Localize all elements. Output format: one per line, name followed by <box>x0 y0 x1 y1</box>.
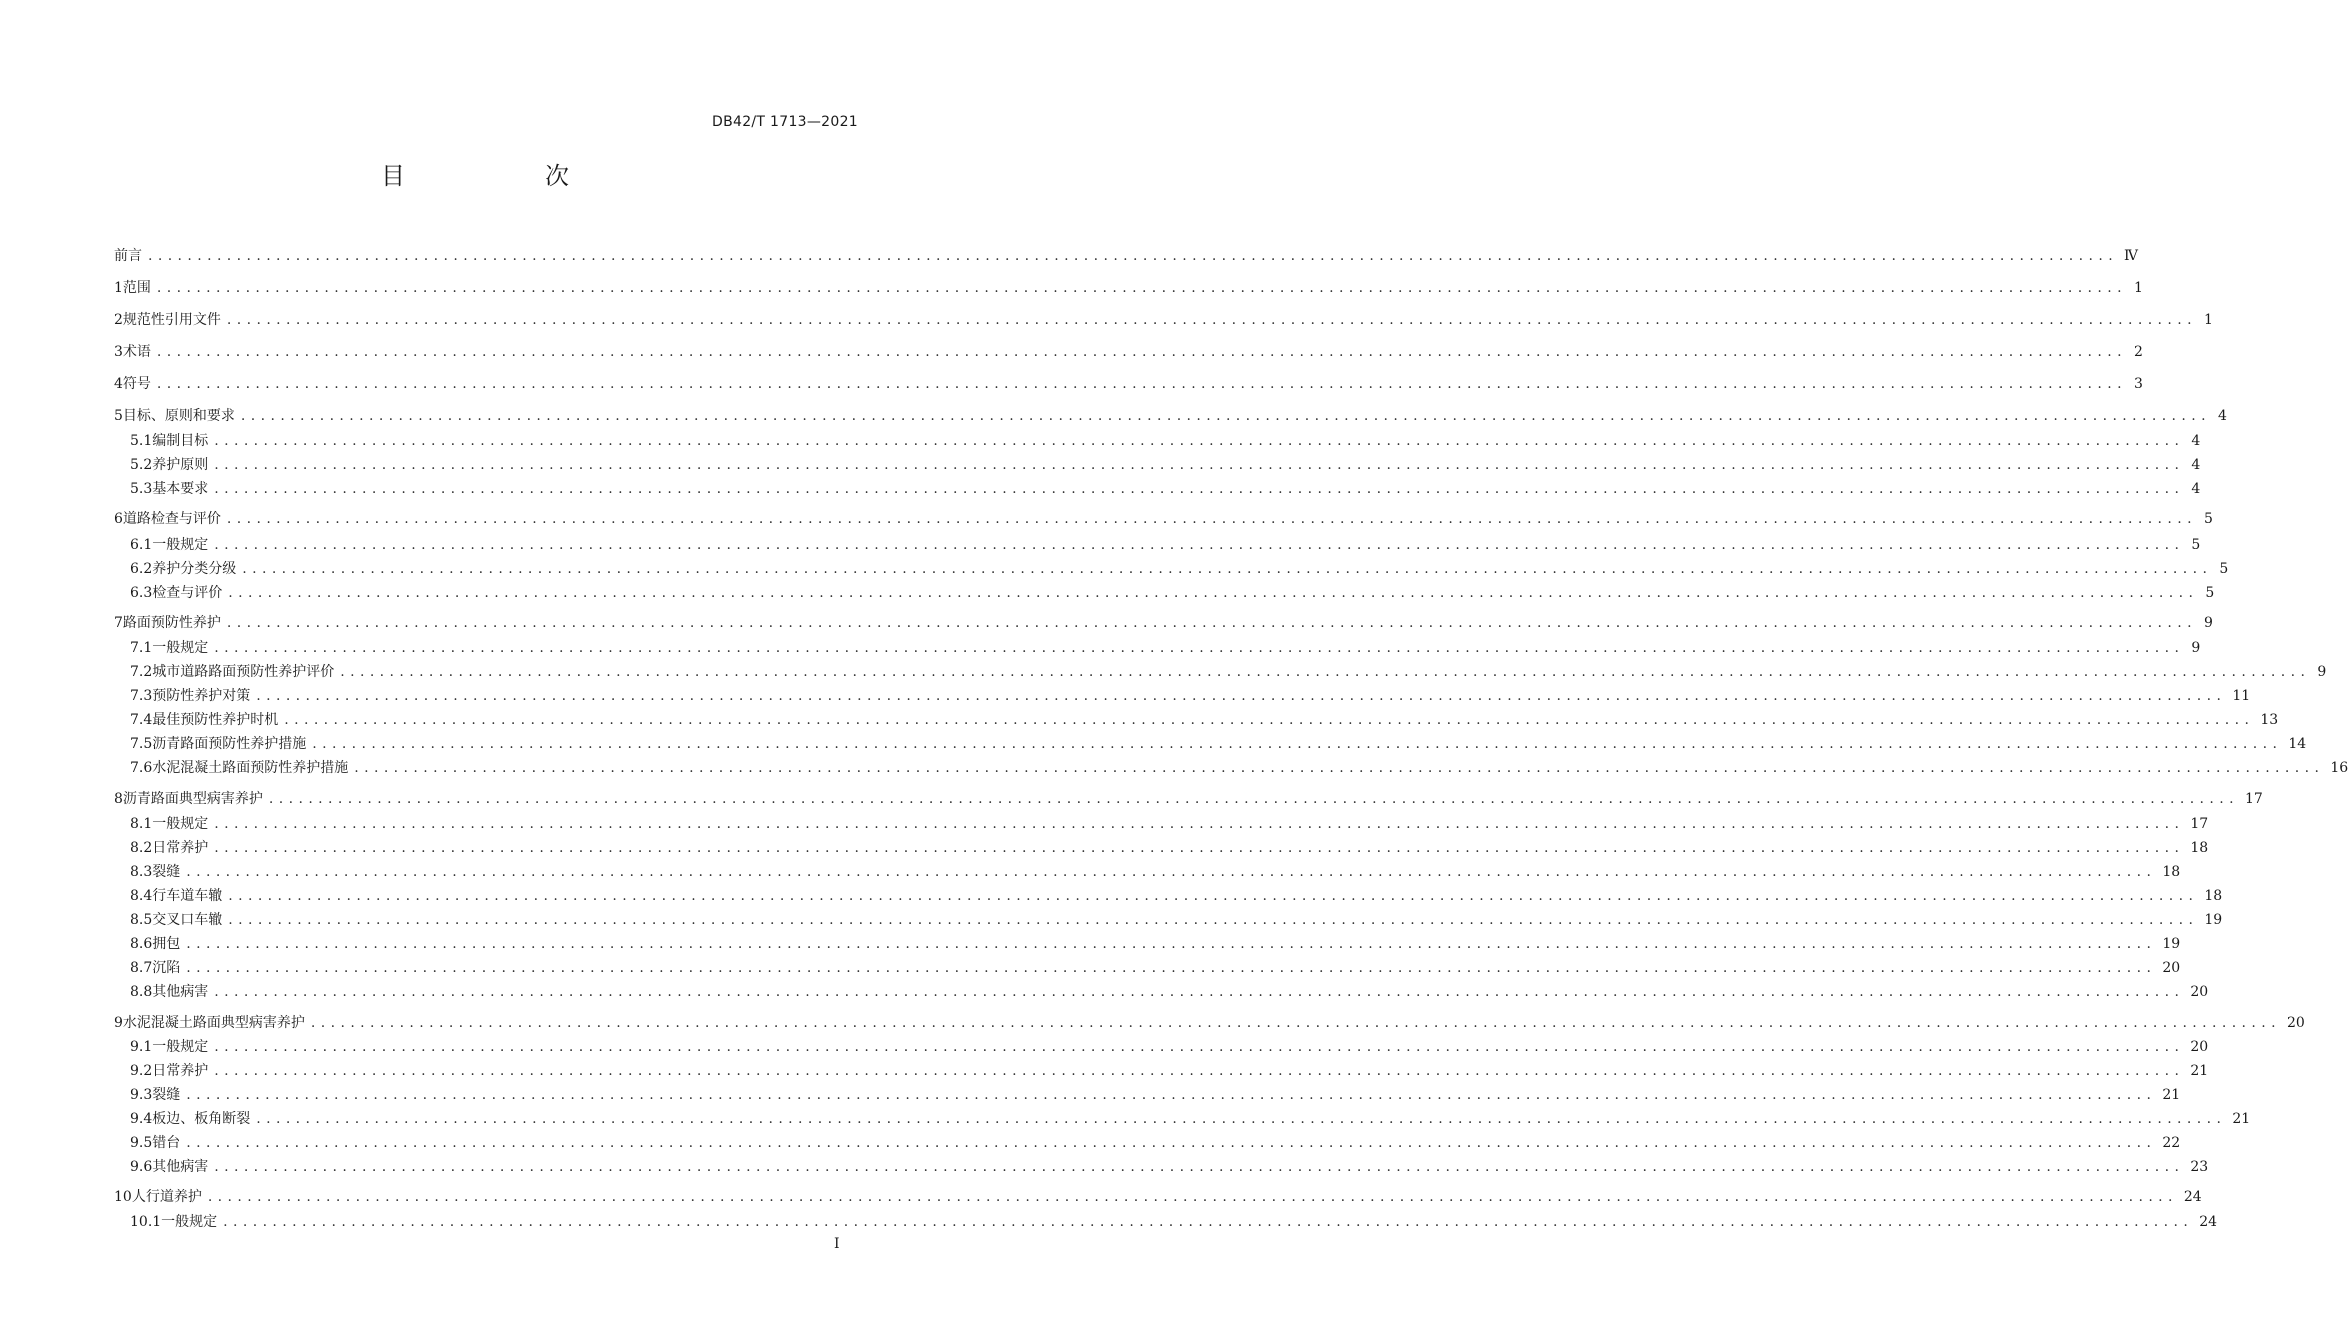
toc-entry-title: 拥包 <box>152 936 181 952</box>
toc-dot-leader: ........................................................................................................................................................................................................ <box>148 248 2119 264</box>
toc-entry-number: 5.2 <box>130 457 153 473</box>
toc-entry-page: 16 <box>2330 760 2348 776</box>
toc-entry-number: 8.3 <box>130 864 153 880</box>
toc-entry-page: 11 <box>2232 688 2251 704</box>
toc-dot-leader: ........................................................................................................................................................................................................ <box>340 664 2311 680</box>
toc-entry-number: 6.1 <box>130 537 153 553</box>
toc-entry-number: 9.5 <box>130 1135 153 1151</box>
page-number: Ⅰ <box>834 1236 840 1252</box>
toc-entry-page: Ⅳ <box>2124 248 2139 264</box>
toc-entry-number: 5 <box>114 408 123 424</box>
toc-entry-title: 规范性引用文件 <box>122 312 221 328</box>
toc-entry-number: 1 <box>114 280 123 296</box>
toc-entry-title: 沥青路面预防性养护措施 <box>152 736 307 752</box>
toc-dot-leader: ........................................................................................................................................................................................................ <box>228 888 2199 904</box>
toc-entry-number: 6 <box>114 511 123 527</box>
toc-dot-leader: ........................................................................................................................................................................................................ <box>214 840 2185 856</box>
toc-entry-page: 17 <box>2190 816 2209 832</box>
toc-entry-number: 5.1 <box>130 433 153 449</box>
toc-entry-title: 路面预防性养护 <box>122 615 221 631</box>
toc-entry-page: 20 <box>2190 1039 2209 1055</box>
toc-entry-number: 8.4 <box>130 888 153 904</box>
toc-entry[interactable] <box>130 1132 2181 1154</box>
toc-entry-page: 2 <box>2134 344 2143 360</box>
toc-entry-page: 5 <box>2219 561 2229 577</box>
toc-entry-title: 一般规定 <box>161 1214 218 1230</box>
toc-dot-leader: ........................................................................................................................................................................................................ <box>312 736 2283 752</box>
toc-entry-title: 裂缝 <box>152 864 181 880</box>
toc-entry[interactable] <box>114 1012 2305 1034</box>
toc-entry[interactable] <box>130 1156 2209 1178</box>
toc-entry-page: 18 <box>2190 840 2209 856</box>
toc-entry[interactable] <box>130 957 2181 979</box>
toc-dot-leader: ........................................................................................................................................................................................................ <box>354 760 2325 776</box>
toc-dot-leader: ........................................................................................................................................................................................................ <box>214 816 2185 832</box>
toc-entry-number: 8.6 <box>130 936 153 952</box>
toc-entry-title: 术语 <box>122 344 151 360</box>
toc-entry[interactable] <box>114 508 2213 530</box>
toc-entry-title: 符号 <box>122 376 151 392</box>
toc-entry[interactable] <box>130 813 2209 835</box>
toc-entry-page: 9 <box>2317 664 2327 680</box>
toc-entry-number: 9.1 <box>130 1039 153 1055</box>
toc-entry-title: 水泥混凝土路面预防性养护措施 <box>152 760 349 776</box>
toc-entry-number: 7.6 <box>130 760 153 776</box>
toc-dot-leader: ........................................................................................................................................................................................................ <box>214 984 2185 1000</box>
toc-entry-title: 预防性养护对策 <box>152 688 251 704</box>
toc-entry[interactable] <box>114 341 2143 363</box>
toc-entry-title: 检查与评价 <box>152 585 223 601</box>
toc-entry[interactable] <box>130 582 2215 604</box>
toc-entry-page: 21 <box>2232 1111 2251 1127</box>
toc-dot-leader: ........................................................................................................................................................................................................ <box>242 561 2213 577</box>
toc-entry-title: 错台 <box>152 1135 181 1151</box>
toc-entry[interactable] <box>130 1060 2209 1082</box>
toc-dot-leader: ........................................................................................................................................................................................................ <box>186 864 2157 880</box>
toc-entry-title: 一般规定 <box>152 1039 209 1055</box>
toc-entry-title: 道路检查与评价 <box>122 511 221 527</box>
toc-entry-title: 编制目标 <box>152 433 209 449</box>
toc-entry[interactable] <box>114 1186 2202 1208</box>
toc-entry[interactable] <box>130 733 2307 755</box>
toc-entry-title: 日常养护 <box>152 840 209 856</box>
toc-entry-title: 沉陷 <box>152 960 181 976</box>
toc-entry-number: 7.4 <box>130 712 153 728</box>
toc-entry-number: 10.1 <box>130 1214 162 1230</box>
toc-entry-number: 9.6 <box>130 1159 153 1175</box>
toc-dot-leader: ........................................................................................................................................................................................................ <box>214 537 2185 553</box>
toc-entry-page: 4 <box>2191 481 2201 497</box>
toc-entry[interactable] <box>130 909 2223 931</box>
toc-entry[interactable] <box>130 1036 2209 1058</box>
toc-dot-leader: ........................................................................................................................................................................................................ <box>186 1087 2157 1103</box>
toc-entry-page: 3 <box>2134 376 2143 392</box>
toc-entry-number: 8.8 <box>130 984 153 1000</box>
toc-dot-leader: ........................................................................................................................................................................................................ <box>268 791 2239 807</box>
toc-dot-leader: ........................................................................................................................................................................................................ <box>223 1214 2194 1230</box>
toc-entry-title: 交叉口车辙 <box>152 912 223 928</box>
toc-dot-leader: ........................................................................................................................................................................................................ <box>226 511 2197 527</box>
toc-dot-leader: ........................................................................................................................................................................................................ <box>186 936 2157 952</box>
toc-entry-title: 水泥混凝土路面典型病害养护 <box>122 1015 305 1031</box>
toc-entry-number: 7 <box>114 615 123 631</box>
toc-entry[interactable] <box>114 612 2213 634</box>
toc-dot-leader: ........................................................................................................................................................................................................ <box>228 585 2199 601</box>
toc-entry-page: 4 <box>2218 408 2227 424</box>
toc-entry-page: 1 <box>2204 312 2213 328</box>
toc-entry-number: 8 <box>114 791 123 807</box>
toc-entry-title: 目标、原则和要求 <box>122 408 235 424</box>
toc-dot-leader: ........................................................................................................................................................................................................ <box>214 1063 2185 1079</box>
toc-dot-leader: ........................................................................................................................................................................................................ <box>214 640 2185 656</box>
toc-dot-leader: ........................................................................................................................................................................................................ <box>310 1015 2281 1031</box>
toc-entry-page: 20 <box>2162 960 2181 976</box>
toc-entry-number: 7.1 <box>130 640 153 656</box>
toc-entry[interactable] <box>130 757 2348 779</box>
toc-entry-title: 养护分类分级 <box>152 561 237 577</box>
toc-entry[interactable] <box>114 245 2139 267</box>
toc-entry-page: 9 <box>2191 640 2201 656</box>
toc-entry-number: 7.5 <box>130 736 153 752</box>
toc-entry-title: 裂缝 <box>152 1087 181 1103</box>
toc-dot-leader: ........................................................................................................................................................................................................ <box>240 408 2211 424</box>
toc-entry-number: 4 <box>114 376 123 392</box>
toc-entry-title: 其他病害 <box>152 1159 209 1175</box>
toc-entry-page: 4 <box>2191 457 2201 473</box>
toc-entry-page: 21 <box>2162 1087 2181 1103</box>
toc-entry[interactable] <box>130 534 2201 556</box>
toc-dot-leader: ........................................................................................................................................................................................................ <box>186 960 2157 976</box>
toc-entry-page: 18 <box>2204 888 2223 904</box>
toc-entry-title: 人行道养护 <box>131 1189 202 1205</box>
toc-dot-leader: ........................................................................................................................................................................................................ <box>214 457 2185 473</box>
toc-entry-page: 19 <box>2162 936 2181 952</box>
toc-entry[interactable] <box>130 558 2229 580</box>
toc-dot-leader: ........................................................................................................................................................................................................ <box>186 1135 2157 1151</box>
toc-entry-number: 6.2 <box>130 561 153 577</box>
toc-entry-page: 18 <box>2162 864 2181 880</box>
toc-dot-leader: ........................................................................................................................................................................................................ <box>284 712 2255 728</box>
toc-entry-number: 2 <box>114 312 123 328</box>
toc-entry[interactable] <box>130 454 2201 476</box>
toc-entry-title: 城市道路路面预防性养护评价 <box>152 664 335 680</box>
toc-entry-page: 9 <box>2204 615 2213 631</box>
toc-entry-title: 日常养护 <box>152 1063 209 1079</box>
toc-entry-title: 前言 <box>114 248 142 264</box>
toc-entry[interactable] <box>114 788 2263 810</box>
toc-entry-number: 9.2 <box>130 1063 153 1079</box>
toc-entry[interactable] <box>114 405 2227 427</box>
toc-entry-page: 21 <box>2190 1063 2209 1079</box>
toc-entry-title: 板边、板角断裂 <box>152 1111 251 1127</box>
toc-entry[interactable] <box>130 837 2209 859</box>
toc-entry-number: 8.1 <box>130 816 153 832</box>
toc-dot-leader: ........................................................................................................................................................................................................ <box>214 1159 2185 1175</box>
toc-entry[interactable] <box>130 430 2201 452</box>
toc-entry-page: 1 <box>2134 280 2143 296</box>
toc-entry[interactable] <box>130 709 2279 731</box>
toc-entry[interactable] <box>130 1084 2181 1106</box>
toc-dot-leader: ........................................................................................................................................................................................................ <box>156 376 2127 392</box>
toc-entry[interactable] <box>114 277 2143 299</box>
toc-entry[interactable] <box>130 1108 2251 1130</box>
toc-entry-title: 基本要求 <box>152 481 209 497</box>
toc-entry[interactable] <box>130 981 2209 1003</box>
toc-entry-number: 7.2 <box>130 664 153 680</box>
toc-entry-title: 其他病害 <box>152 984 209 1000</box>
toc-entry-number: 9.3 <box>130 1087 153 1103</box>
toc-entry-page: 5 <box>2205 585 2215 601</box>
toc-dot-leader: ........................................................................................................................................................................................................ <box>214 433 2185 449</box>
toc-dot-leader: ........................................................................................................................................................................................................ <box>256 688 2227 704</box>
toc-entry[interactable] <box>114 309 2213 331</box>
toc-entry-number: 9 <box>114 1015 123 1031</box>
toc-entry[interactable] <box>130 661 2327 683</box>
toc-dot-leader: ........................................................................................................................................................................................................ <box>256 1111 2227 1127</box>
toc-entry-title: 行车道车辙 <box>152 888 223 904</box>
document-code: DB42/T 1713—2021 <box>712 114 858 130</box>
toc-entry-page: 24 <box>2199 1214 2218 1230</box>
toc-entry-number: 3 <box>114 344 123 360</box>
page-title: 目 次 <box>381 162 627 190</box>
toc-entry-number: 8.5 <box>130 912 153 928</box>
toc-dot-leader: ........................................................................................................................................................................................................ <box>228 912 2199 928</box>
toc-entry-page: 17 <box>2244 791 2263 807</box>
toc-entry-title: 养护原则 <box>152 457 209 473</box>
toc-entry-number: 8.7 <box>130 960 153 976</box>
toc-entry-page: 20 <box>2286 1015 2305 1031</box>
toc-dot-leader: ........................................................................................................................................................................................................ <box>214 1039 2185 1055</box>
toc-entry-title: 一般规定 <box>152 816 209 832</box>
toc-entry-page: 23 <box>2190 1159 2209 1175</box>
toc-entry-number: 6.3 <box>130 585 153 601</box>
toc-dot-leader: ........................................................................................................................................................................................................ <box>226 312 2197 328</box>
toc-entry[interactable] <box>130 478 2201 500</box>
toc-entry-number: 7.3 <box>130 688 153 704</box>
toc-entry[interactable] <box>130 885 2223 907</box>
toc-dot-leader: ........................................................................................................................................................................................................ <box>156 344 2127 360</box>
toc-entry-page: 24 <box>2183 1189 2202 1205</box>
toc-dot-leader: ........................................................................................................................................................................................................ <box>214 481 2185 497</box>
toc-entry-number: 8.2 <box>130 840 153 856</box>
toc-dot-leader: ........................................................................................................................................................................................................ <box>226 615 2197 631</box>
toc-entry-title: 最佳预防性养护时机 <box>152 712 279 728</box>
toc-entry-number: 9.4 <box>130 1111 153 1127</box>
toc-entry-page: 22 <box>2162 1135 2181 1151</box>
toc-entry-title: 沥青路面典型病害养护 <box>122 791 263 807</box>
toc-entry-title: 范围 <box>122 280 151 296</box>
toc-entry-title: 一般规定 <box>152 537 209 553</box>
toc-entry-page: 13 <box>2260 712 2279 728</box>
toc-entry-page: 5 <box>2204 511 2213 527</box>
toc-entry-page: 14 <box>2288 736 2307 752</box>
toc-entry-number: 5.3 <box>130 481 153 497</box>
toc-entry[interactable] <box>130 933 2181 955</box>
toc-entry-title: 一般规定 <box>152 640 209 656</box>
toc-entry-number: 10 <box>114 1189 132 1205</box>
toc-dot-leader: ........................................................................................................................................................................................................ <box>156 280 2127 296</box>
toc-entry[interactable] <box>130 637 2201 659</box>
toc-dot-leader: ........................................................................................................................................................................................................ <box>207 1189 2178 1205</box>
toc-entry[interactable] <box>130 861 2181 883</box>
toc-entry-page: 19 <box>2204 912 2223 928</box>
toc-entry-page: 20 <box>2190 984 2209 1000</box>
toc-entry[interactable] <box>114 373 2143 395</box>
toc-entry-page: 4 <box>2191 433 2201 449</box>
toc-entry[interactable] <box>130 685 2251 707</box>
toc-entry-page: 5 <box>2191 537 2201 553</box>
toc-entry[interactable] <box>130 1211 2218 1233</box>
